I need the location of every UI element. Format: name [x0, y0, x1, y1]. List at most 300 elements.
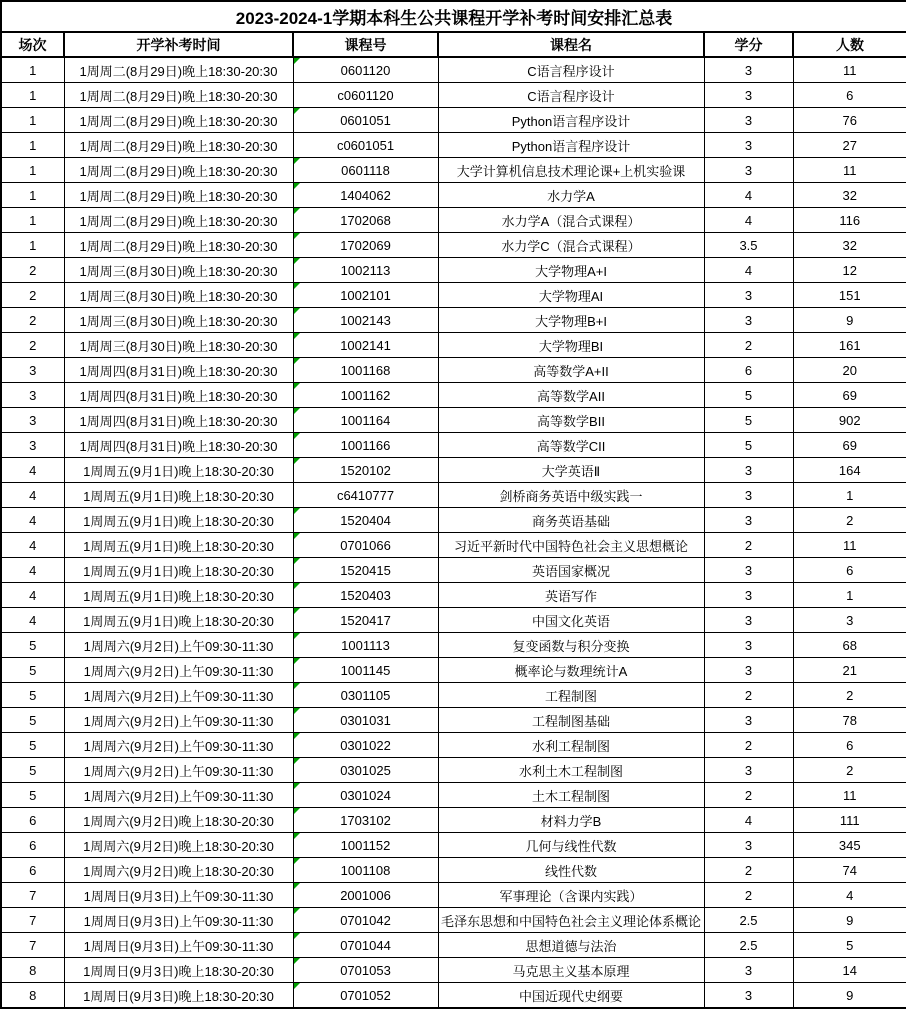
cell-credits: 2	[704, 883, 793, 908]
table-row	[1, 433, 906, 458]
cell-code	[293, 433, 438, 458]
cell-code-text: 1002113	[340, 262, 391, 278]
column-header-session: 场次	[1, 32, 64, 57]
cell-credits: 2.5	[704, 908, 793, 933]
cell-time: 1周周六(9月2日)上午09:30-11:30	[64, 658, 293, 683]
cell-session: 1	[1, 133, 64, 158]
cell-time: 1周周四(8月31日)晚上18:30-20:30	[64, 358, 293, 383]
cell-code	[293, 833, 438, 858]
cell-code	[293, 383, 438, 408]
cell-code-text: 0701044	[340, 937, 391, 953]
cell-code	[293, 333, 438, 358]
cell-credits: 3	[704, 508, 793, 533]
cell-name: 思想道德与法治	[438, 933, 704, 958]
number-stored-as-text-marker	[294, 858, 300, 864]
cell-time: 1周周三(8月30日)晚上18:30-20:30	[64, 258, 293, 283]
cell-time: 1周周六(9月2日)上午09:30-11:30	[64, 783, 293, 808]
cell-code	[293, 483, 438, 508]
cell-name: 高等数学CII	[438, 433, 704, 458]
table-row	[1, 108, 906, 133]
cell-session: 7	[1, 933, 64, 958]
cell-code-text: 1703102	[340, 812, 391, 828]
cell-name: 水利土木工程制图	[438, 758, 704, 783]
cell-code-text: 1520417	[340, 612, 391, 628]
table-row	[1, 533, 906, 558]
cell-code-text: 1001162	[340, 387, 391, 403]
number-stored-as-text-marker	[294, 258, 300, 264]
number-stored-as-text-marker	[294, 433, 300, 439]
cell-code	[293, 408, 438, 433]
cell-time: 1周周二(8月29日)晚上18:30-20:30	[64, 57, 293, 83]
cell-time: 1周周二(8月29日)晚上18:30-20:30	[64, 83, 293, 108]
cell-credits: 2	[704, 533, 793, 558]
cell-credits: 3	[704, 583, 793, 608]
cell-name: 土木工程制图	[438, 783, 704, 808]
cell-time: 1周周六(9月2日)上午09:30-11:30	[64, 733, 293, 758]
cell-code	[293, 258, 438, 283]
cell-code	[293, 133, 438, 158]
cell-time: 1周周日(9月3日)上午09:30-11:30	[64, 883, 293, 908]
number-stored-as-text-marker	[294, 408, 300, 414]
cell-code	[293, 608, 438, 633]
cell-session: 5	[1, 683, 64, 708]
cell-time: 1周周六(9月2日)上午09:30-11:30	[64, 683, 293, 708]
cell-count: 2	[793, 508, 906, 533]
cell-code	[293, 233, 438, 258]
table-row	[1, 758, 906, 783]
table-row	[1, 483, 906, 508]
cell-credits: 2	[704, 683, 793, 708]
cell-count: 11	[793, 783, 906, 808]
cell-credits: 3	[704, 833, 793, 858]
cell-code-text: 1001145	[340, 662, 391, 678]
cell-time: 1周周六(9月2日)上午09:30-11:30	[64, 708, 293, 733]
cell-code	[293, 983, 438, 1009]
cell-name: 高等数学AII	[438, 383, 704, 408]
cell-session: 4	[1, 558, 64, 583]
table-row	[1, 708, 906, 733]
cell-name: 毛泽东思想和中国特色社会主义理论体系概论	[438, 908, 704, 933]
cell-code	[293, 708, 438, 733]
table-row	[1, 808, 906, 833]
table-row	[1, 658, 906, 683]
table-row	[1, 733, 906, 758]
cell-code-text: 1001108	[340, 862, 391, 878]
table-body	[1, 57, 906, 1008]
cell-time: 1周周四(8月31日)晚上18:30-20:30	[64, 408, 293, 433]
cell-name: 大学物理A+I	[438, 258, 704, 283]
cell-session: 4	[1, 508, 64, 533]
cell-session: 7	[1, 908, 64, 933]
cell-time: 1周周二(8月29日)晚上18:30-20:30	[64, 183, 293, 208]
cell-code-text: 1520404	[340, 512, 391, 528]
cell-code	[293, 633, 438, 658]
cell-count: 69	[793, 383, 906, 408]
cell-code	[293, 558, 438, 583]
title-row	[1, 1, 906, 32]
table-row	[1, 158, 906, 183]
cell-credits: 2	[704, 858, 793, 883]
cell-code-text: 1001168	[340, 362, 391, 378]
cell-time: 1周周二(8月29日)晚上18:30-20:30	[64, 158, 293, 183]
cell-code-text: 0301022	[340, 737, 391, 753]
number-stored-as-text-marker	[294, 58, 300, 64]
cell-name: 水力学A（混合式课程）	[438, 208, 704, 233]
cell-session: 4	[1, 608, 64, 633]
cell-time: 1周周五(9月1日)晚上18:30-20:30	[64, 608, 293, 633]
table-row	[1, 683, 906, 708]
cell-credits: 2.5	[704, 933, 793, 958]
cell-time: 1周周日(9月3日)上午09:30-11:30	[64, 908, 293, 933]
cell-code-text: 0601120	[340, 62, 391, 78]
cell-session: 5	[1, 783, 64, 808]
number-stored-as-text-marker	[294, 108, 300, 114]
cell-credits: 3	[704, 308, 793, 333]
cell-time: 1周周六(9月2日)晚上18:30-20:30	[64, 858, 293, 883]
cell-name: 几何与线性代数	[438, 833, 704, 858]
table-row	[1, 458, 906, 483]
cell-code	[293, 808, 438, 833]
table-row	[1, 83, 906, 108]
cell-count: 68	[793, 633, 906, 658]
cell-count: 2	[793, 758, 906, 783]
cell-session: 5	[1, 758, 64, 783]
cell-code-text: 1002141	[340, 337, 391, 353]
cell-time: 1周周二(8月29日)晚上18:30-20:30	[64, 108, 293, 133]
cell-session: 1	[1, 83, 64, 108]
cell-credits: 3	[704, 458, 793, 483]
table-row	[1, 858, 906, 883]
table-row	[1, 583, 906, 608]
table-row	[1, 558, 906, 583]
cell-name: 概率论与数理统计A	[438, 658, 704, 683]
cell-name: 商务英语基础	[438, 508, 704, 533]
cell-name: 英语写作	[438, 583, 704, 608]
table-row	[1, 258, 906, 283]
table-row	[1, 133, 906, 158]
cell-session: 8	[1, 958, 64, 983]
cell-name: 复变函数与积分变换	[438, 633, 704, 658]
table-row	[1, 183, 906, 208]
number-stored-as-text-marker	[294, 208, 300, 214]
cell-credits: 4	[704, 183, 793, 208]
cell-code-text: 1001166	[340, 437, 391, 453]
cell-code-text: 1001152	[340, 837, 391, 853]
number-stored-as-text-marker	[294, 758, 300, 764]
cell-time: 1周周五(9月1日)晚上18:30-20:30	[64, 458, 293, 483]
cell-code-text: 1001113	[341, 637, 390, 653]
number-stored-as-text-marker	[294, 233, 300, 239]
cell-count: 11	[793, 533, 906, 558]
cell-session: 5	[1, 708, 64, 733]
cell-count: 6	[793, 558, 906, 583]
cell-code	[293, 908, 438, 933]
cell-code-text: 1002143	[340, 312, 391, 328]
cell-session: 1	[1, 183, 64, 208]
table-row	[1, 908, 906, 933]
cell-code	[293, 658, 438, 683]
cell-code-text: 0301105	[340, 687, 391, 703]
cell-credits: 2	[704, 333, 793, 358]
cell-session: 6	[1, 858, 64, 883]
table-row	[1, 408, 906, 433]
cell-code	[293, 683, 438, 708]
column-header-count: 人数	[793, 32, 906, 57]
cell-session: 2	[1, 333, 64, 358]
cell-name: 习近平新时代中国特色社会主义思想概论	[438, 533, 704, 558]
cell-code-text: 1520102	[340, 462, 391, 478]
cell-time: 1周周三(8月30日)晚上18:30-20:30	[64, 283, 293, 308]
cell-code	[293, 933, 438, 958]
cell-name: 中国文化英语	[438, 608, 704, 633]
table-row	[1, 308, 906, 333]
cell-credits: 3	[704, 633, 793, 658]
cell-code	[293, 758, 438, 783]
cell-credits: 3	[704, 283, 793, 308]
cell-code	[293, 508, 438, 533]
cell-session: 3	[1, 408, 64, 433]
cell-count: 161	[793, 333, 906, 358]
cell-name: 高等数学A+II	[438, 358, 704, 383]
cell-code-text: 1702069	[340, 237, 391, 253]
cell-time: 1周周三(8月30日)晚上18:30-20:30	[64, 333, 293, 358]
cell-code-text: 0601118	[341, 162, 390, 178]
column-header-code: 课程号	[293, 32, 438, 57]
number-stored-as-text-marker	[294, 683, 300, 689]
cell-name: 大学英语Ⅱ	[438, 458, 704, 483]
cell-session: 6	[1, 808, 64, 833]
number-stored-as-text-marker	[294, 533, 300, 539]
number-stored-as-text-marker	[294, 908, 300, 914]
cell-count: 164	[793, 458, 906, 483]
cell-code-text: 1001164	[340, 412, 391, 428]
table-row	[1, 933, 906, 958]
cell-code	[293, 183, 438, 208]
cell-credits: 3	[704, 658, 793, 683]
cell-name: 材料力学B	[438, 808, 704, 833]
cell-name: 工程制图基础	[438, 708, 704, 733]
page-title: 2023-2024-1学期本科生公共课程开学补考时间安排汇总表	[1, 1, 906, 32]
cell-name: 剑桥商务英语中级实践一	[438, 483, 704, 508]
number-stored-as-text-marker	[294, 583, 300, 589]
table-row	[1, 233, 906, 258]
number-stored-as-text-marker	[294, 358, 300, 364]
number-stored-as-text-marker	[294, 933, 300, 939]
table-row	[1, 383, 906, 408]
cell-code	[293, 858, 438, 883]
header-row	[1, 32, 906, 57]
cell-credits: 5	[704, 383, 793, 408]
table-row	[1, 283, 906, 308]
cell-session: 2	[1, 308, 64, 333]
table-row	[1, 208, 906, 233]
table-row	[1, 833, 906, 858]
cell-time: 1周周四(8月31日)晚上18:30-20:30	[64, 383, 293, 408]
cell-code	[293, 308, 438, 333]
cell-name: Python语言程序设计	[438, 108, 704, 133]
cell-session: 6	[1, 833, 64, 858]
cell-session: 2	[1, 258, 64, 283]
cell-code	[293, 83, 438, 108]
cell-count: 9	[793, 983, 906, 1009]
cell-time: 1周周六(9月2日)晚上18:30-20:30	[64, 833, 293, 858]
cell-count: 345	[793, 833, 906, 858]
cell-credits: 3.5	[704, 233, 793, 258]
cell-count: 11	[793, 158, 906, 183]
number-stored-as-text-marker	[294, 883, 300, 889]
cell-time: 1周周六(9月2日)上午09:30-11:30	[64, 633, 293, 658]
cell-code-text: 0701042	[340, 912, 391, 928]
cell-code	[293, 533, 438, 558]
cell-time: 1周周五(9月1日)晚上18:30-20:30	[64, 483, 293, 508]
number-stored-as-text-marker	[294, 708, 300, 714]
cell-session: 4	[1, 458, 64, 483]
cell-name: 高等数学BII	[438, 408, 704, 433]
cell-time: 1周周六(9月2日)晚上18:30-20:30	[64, 808, 293, 833]
table-row	[1, 983, 906, 1009]
cell-count: 151	[793, 283, 906, 308]
cell-code-text: 0701066	[340, 537, 391, 553]
number-stored-as-text-marker	[294, 658, 300, 664]
cell-code	[293, 958, 438, 983]
cell-code-text: 0601051	[340, 112, 391, 128]
column-header-time: 开学补考时间	[64, 32, 293, 57]
number-stored-as-text-marker	[294, 783, 300, 789]
cell-count: 2	[793, 683, 906, 708]
cell-credits: 3	[704, 608, 793, 633]
cell-count: 1	[793, 583, 906, 608]
number-stored-as-text-marker	[294, 558, 300, 564]
cell-session: 2	[1, 283, 64, 308]
cell-count: 14	[793, 958, 906, 983]
cell-time: 1周周日(9月3日)晚上18:30-20:30	[64, 958, 293, 983]
cell-code-text: c0601120	[337, 87, 394, 103]
cell-count: 4	[793, 883, 906, 908]
cell-time: 1周周日(9月3日)上午09:30-11:30	[64, 933, 293, 958]
column-header-name: 课程名	[438, 32, 704, 57]
column-header-credits: 学分	[704, 32, 793, 57]
cell-code	[293, 458, 438, 483]
cell-credits: 5	[704, 433, 793, 458]
cell-count: 3	[793, 608, 906, 633]
cell-code	[293, 583, 438, 608]
cell-credits: 6	[704, 358, 793, 383]
table-row	[1, 958, 906, 983]
cell-session: 3	[1, 383, 64, 408]
cell-code-text: 0301024	[340, 787, 391, 803]
table-row	[1, 633, 906, 658]
cell-name: 军事理论（含课内实践）	[438, 883, 704, 908]
cell-credits: 3	[704, 958, 793, 983]
cell-count: 20	[793, 358, 906, 383]
cell-time: 1周周二(8月29日)晚上18:30-20:30	[64, 133, 293, 158]
cell-count: 69	[793, 433, 906, 458]
cell-session: 4	[1, 533, 64, 558]
cell-credits: 5	[704, 408, 793, 433]
cell-session: 4	[1, 583, 64, 608]
cell-count: 9	[793, 308, 906, 333]
cell-name: 马克思主义基本原理	[438, 958, 704, 983]
cell-count: 27	[793, 133, 906, 158]
cell-credits: 3	[704, 758, 793, 783]
cell-name: 水力学A	[438, 183, 704, 208]
cell-name: 水力学C（混合式课程）	[438, 233, 704, 258]
cell-code	[293, 283, 438, 308]
cell-count: 76	[793, 108, 906, 133]
cell-name: 中国近现代史纲要	[438, 983, 704, 1009]
number-stored-as-text-marker	[294, 958, 300, 964]
number-stored-as-text-marker	[294, 833, 300, 839]
cell-count: 6	[793, 733, 906, 758]
cell-time: 1周周二(8月29日)晚上18:30-20:30	[64, 233, 293, 258]
number-stored-as-text-marker	[294, 733, 300, 739]
cell-code-text: c0601051	[336, 137, 395, 153]
cell-count: 9	[793, 908, 906, 933]
cell-code	[293, 108, 438, 133]
cell-code	[293, 158, 438, 183]
cell-credits: 2	[704, 733, 793, 758]
cell-time: 1周周二(8月29日)晚上18:30-20:30	[64, 208, 293, 233]
table-row	[1, 608, 906, 633]
cell-time: 1周周五(9月1日)晚上18:30-20:30	[64, 583, 293, 608]
cell-time: 1周周五(9月1日)晚上18:30-20:30	[64, 508, 293, 533]
cell-credits: 4	[704, 258, 793, 283]
cell-session: 3	[1, 433, 64, 458]
table-row	[1, 358, 906, 383]
cell-time: 1周周五(9月1日)晚上18:30-20:30	[64, 533, 293, 558]
number-stored-as-text-marker	[294, 308, 300, 314]
number-stored-as-text-marker	[294, 983, 300, 989]
cell-count: 5	[793, 933, 906, 958]
cell-count: 12	[793, 258, 906, 283]
cell-credits: 3	[704, 158, 793, 183]
cell-name: 大学计算机信息技术理论课+上机实验课	[438, 158, 704, 183]
cell-credits: 2	[704, 783, 793, 808]
cell-code	[293, 883, 438, 908]
number-stored-as-text-marker	[294, 333, 300, 339]
number-stored-as-text-marker	[294, 283, 300, 289]
cell-session: 8	[1, 983, 64, 1009]
table-row	[1, 783, 906, 808]
cell-name: 大学物理BI	[438, 333, 704, 358]
cell-session: 1	[1, 108, 64, 133]
cell-count: 1	[793, 483, 906, 508]
cell-code-text: c6410777	[336, 487, 395, 503]
cell-time: 1周周五(9月1日)晚上18:30-20:30	[64, 558, 293, 583]
cell-time: 1周周日(9月3日)晚上18:30-20:30	[64, 983, 293, 1009]
cell-count: 32	[793, 183, 906, 208]
table-row	[1, 57, 906, 83]
cell-credits: 3	[704, 108, 793, 133]
cell-credits: 3	[704, 983, 793, 1009]
cell-time: 1周周四(8月31日)晚上18:30-20:30	[64, 433, 293, 458]
cell-session: 1	[1, 158, 64, 183]
cell-session: 5	[1, 658, 64, 683]
cell-code-text: 1404062	[340, 187, 391, 203]
cell-name: 工程制图	[438, 683, 704, 708]
cell-session: 1	[1, 208, 64, 233]
cell-session: 1	[1, 57, 64, 83]
cell-count: 111	[793, 808, 906, 833]
cell-session: 1	[1, 233, 64, 258]
number-stored-as-text-marker	[294, 158, 300, 164]
cell-session: 5	[1, 633, 64, 658]
cell-time: 1周周六(9月2日)上午09:30-11:30	[64, 758, 293, 783]
cell-count: 116	[793, 208, 906, 233]
number-stored-as-text-marker	[294, 608, 300, 614]
cell-credits: 3	[704, 483, 793, 508]
table-row	[1, 333, 906, 358]
